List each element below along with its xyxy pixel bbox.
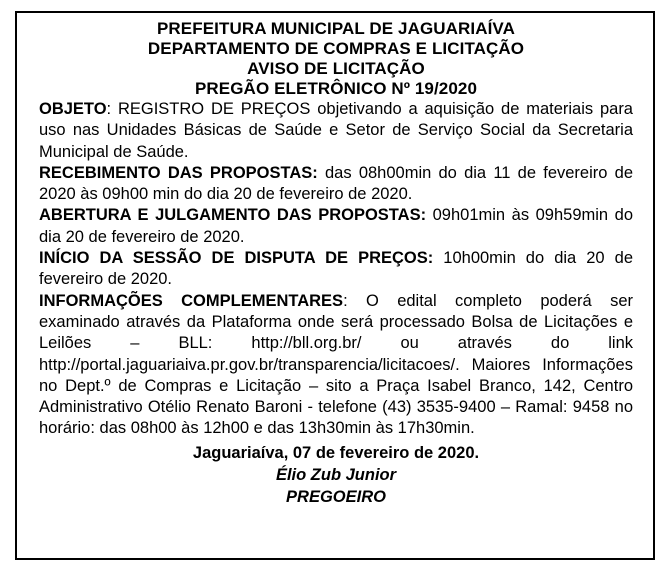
recebimento-label: RECEBIMENTO DAS PROPOSTAS: — [39, 163, 318, 182]
abertura-label: ABERTURA E JULGAMENTO DAS PROPOSTAS: — [39, 206, 427, 225]
objeto-paragraph — [39, 99, 633, 163]
date-line: Jaguariaíva, 07 de fevereiro de 2020. — [192, 443, 480, 462]
department-title: DEPARTAMENTO DE COMPRAS E LICITAÇÃO — [147, 39, 525, 58]
notice-title: AVISO DE LICITAÇÃO — [247, 59, 425, 78]
inicio-label: INÍCIO DA SESSÃO DE DISPUTA DE PREÇOS: — [39, 249, 434, 268]
inicio-text: 10h00min do dia 20 de fevereiro de 2020. — [39, 249, 633, 289]
signer-role: PREGOEIRO — [286, 487, 386, 506]
signer-name: Élio Zub Junior — [275, 465, 397, 484]
licitacao-notice — [15, 11, 655, 560]
abertura-paragraph — [39, 205, 633, 248]
objeto-text: : REGISTRO DE PREÇOS objetivando a aquisição de materiais para uso nas Unidades Básicas de Saúde e Setor de Serviço Social da Secretaria Municipal de Saúde. — [39, 100, 633, 161]
inicio-paragraph — [39, 248, 633, 291]
informacoes-label: INFORMAÇÕES COMPLEMENTARES — [39, 291, 344, 310]
auction-number: PREGÃO ELETRÔNICO Nº 19/2020 — [194, 79, 478, 98]
informacoes-text: : O edital completo poderá ser examinado através da Plataforma onde será processado Bolsa de Licitações e Leilões – BLL: http://bll.org.br/ ou através do link http://portal.jaguariaiva.pr.gov.br/transparencia/licitacoes/. Maiores Informações no Dept.º de Compras e Licitação – sito a Praça Isabel Branco, 142, Centro Administrativo Otélio Renato Baroni - telefone (43) 3535-9400 – Ramal: 9458 no horário: das 08h00 às 12h00 e das 13h30min às 17h30min. — [39, 291, 633, 438]
municipality-title: PREFEITURA MUNICIPAL DE JAGUARIAÍVA — [156, 19, 515, 38]
recebimento-paragraph — [39, 163, 633, 206]
informacoes-paragraph — [39, 291, 633, 440]
objeto-label: OBJETO — [39, 100, 107, 118]
abertura-text: 09h01min às 09h59min do dia 20 de fevereiro de 2020. — [39, 206, 633, 246]
signature-block — [39, 442, 633, 508]
recebimento-text: das 08h00min do dia 11 de fevereiro de 2020 às 09h00 min do dia 20 de fevereiro de 2020. — [39, 163, 634, 204]
